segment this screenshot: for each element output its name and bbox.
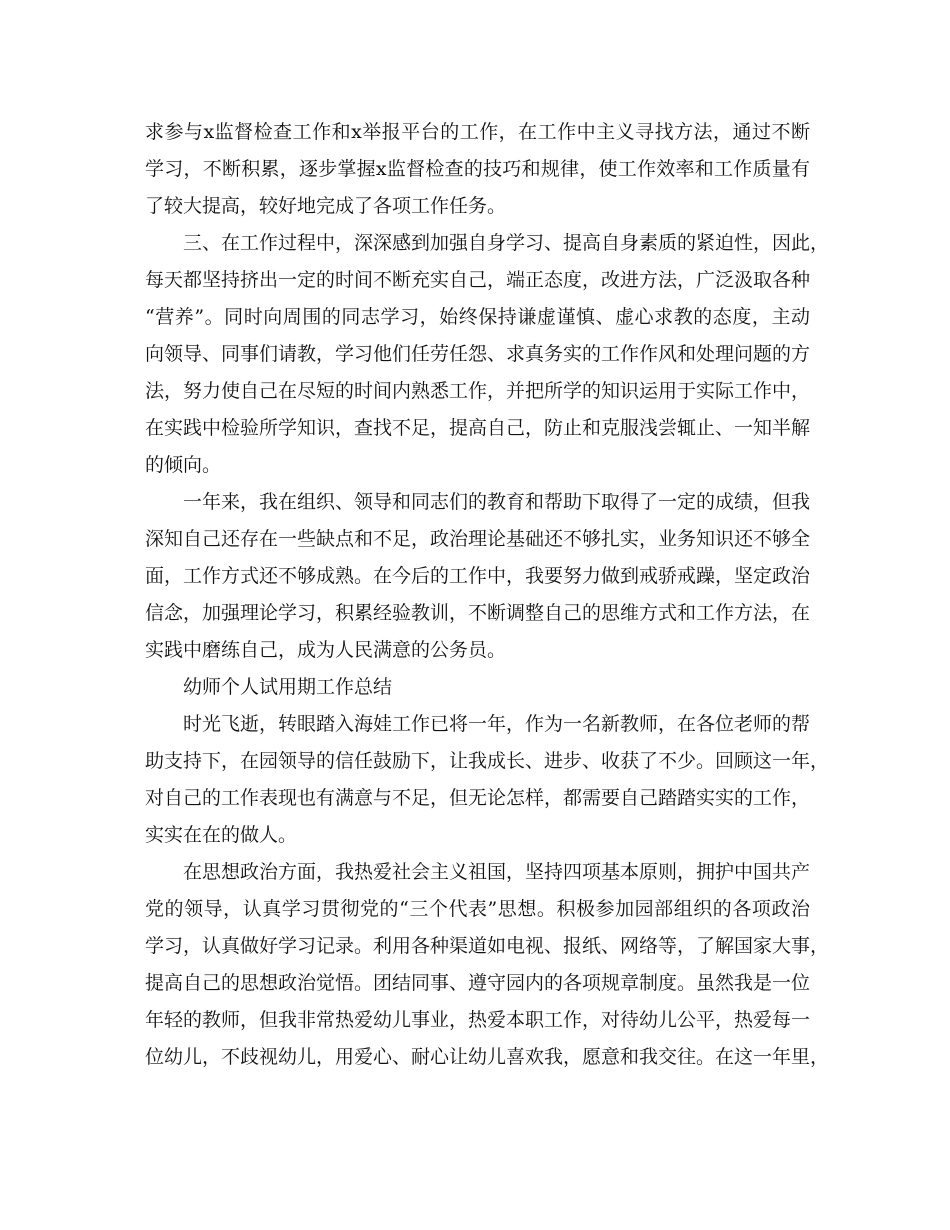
text-line: 的倾向。 bbox=[145, 454, 222, 476]
section-heading: 幼师个人试用期工作总结 bbox=[183, 676, 393, 698]
text-line: 向领导、同事们请教，学习他们任劳任怨、求真务实的工作作风和处理问题的方 bbox=[145, 343, 811, 365]
text-line: 深知自己还存在一些缺点和不足，政治理论基础还不够扎实，业务知识还不够全 bbox=[145, 528, 811, 550]
text-line: 在实践中检验所学知识，查找不足，提高自己，防止和克服浅尝辄止、一知半解 bbox=[145, 417, 811, 439]
text-line: 实践中磨练自己，成为人民满意的公务员。 bbox=[145, 639, 507, 661]
text-line: 学习，认真做好学习记录。利用各种渠道如电视、报纸、网络等，了解国家大事， bbox=[145, 935, 830, 957]
text-line: 面，工作方式还不够成熟。在今后的工作中，我要努力做到戒骄戒躁，坚定政治 bbox=[145, 565, 811, 587]
text-line: 助支持下，在园领导的信任鼓励下，让我成长、进步、收获了不少。回顾这一年， bbox=[145, 750, 830, 772]
text-line: 三、在工作过程中，深深感到加强自身学习、提高自身素质的紧迫性，因此， bbox=[183, 232, 830, 254]
text-line: 在思想政治方面，我热爱社会主义祖国，坚持四项基本原则，拥护中国共产 bbox=[183, 861, 811, 883]
text-line: 实实在在的做人。 bbox=[145, 824, 298, 846]
text-line: 一年来，我在组织、领导和同志们的教育和帮助下取得了一定的成绩，但我 bbox=[183, 491, 811, 513]
text-line: 法，努力使自己在尽短的时间内熟悉工作，并把所学的知识运用于实际工作中， bbox=[145, 380, 811, 402]
text-line: 时光飞逝，转眼踏入海娃工作已将一年，作为一名新教师，在各位老师的帮 bbox=[183, 713, 811, 735]
text-line: “营养”。同时向周围的同志学习，始终保持谦虚谨慎、虚心求教的态度，主动 bbox=[145, 306, 810, 328]
text-line: 提高自己的思想政治觉悟。团结同事、遵守园内的各项规章制度。虽然我是一位 bbox=[145, 972, 811, 994]
text-line: 每天都坚持挤出一定的时间不断充实自己，端正态度，改进方法，广泛汲取各种 bbox=[145, 269, 811, 291]
text-line: 党的领导，认真学习贯彻党的“三个代表”思想。积极参加园部组织的各项政治 bbox=[145, 898, 810, 920]
text-line: 了较大提高，较好地完成了各项工作任务。 bbox=[145, 195, 507, 217]
text-line: 信念，加强理论学习，积累经验教训，不断调整自己的思维方式和工作方法，在 bbox=[145, 602, 811, 624]
text-line: 对自己的工作表现也有满意与不足，但无论怎样，都需要自己踏踏实实的工作， bbox=[145, 787, 811, 809]
text-line: 求参与x监督检查工作和x举报平台的工作，在工作中主义寻找方法，通过不断 bbox=[145, 121, 810, 143]
document-body bbox=[145, 114, 830, 1076]
text-line: 年轻的教师，但我非常热爱幼儿事业，热爱本职工作，对待幼儿公平，热爱每一 bbox=[145, 1009, 811, 1031]
text-line: 位幼儿，不歧视幼儿，用爱心、耐心让幼儿喜欢我，愿意和我交往。在这一年里， bbox=[145, 1046, 830, 1068]
text-line: 学习，不断积累，逐步掌握x监督检查的技巧和规律，使工作效率和工作质量有 bbox=[145, 158, 810, 180]
